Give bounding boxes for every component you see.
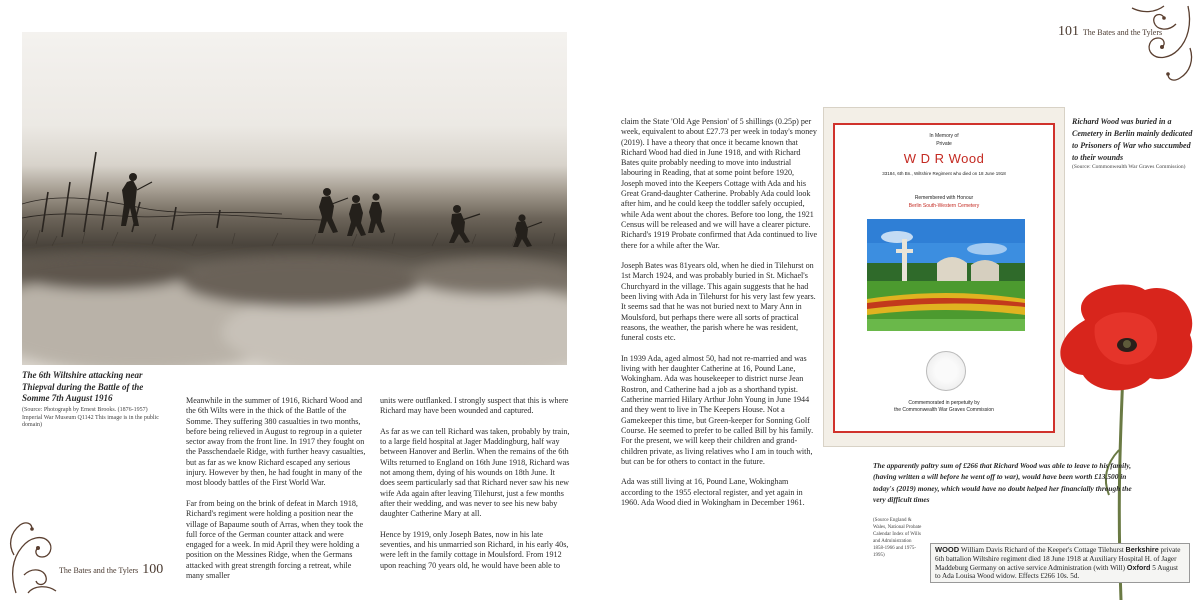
text-column-2: [380, 396, 570, 581]
photo-source: (Source: Photograph by Ernest Brooks. (1876-1957) Imperial War Museum Q1142 This image is in the public domain): [22, 407, 159, 428]
remembered-label: Remembered with Honour: [914, 195, 974, 201]
clipping-text: William Davis Richard of the Keeper's Cottage Tilehurst: [959, 546, 1126, 554]
probate-clipping: [930, 543, 1190, 583]
rank-label: Private: [936, 141, 952, 147]
corner-ornament-left: [4, 515, 64, 595]
burial-source: (Source: Commonwealth War Graves Commission): [1072, 164, 1186, 170]
page-number: 100: [142, 562, 164, 577]
battle-scene-illustration: [22, 32, 567, 365]
clipping-county: Berkshire: [1125, 545, 1159, 554]
cemetery-photo: [867, 219, 1025, 331]
text-column-1: [186, 396, 368, 592]
clipping-text: 5 August to Ada Louisa Wood widow. Effects £266 10s. 5d.: [935, 563, 1178, 581]
running-head: The Bates and the Tylers: [59, 566, 139, 575]
corner-ornament-right: [1130, 4, 1196, 84]
paragraph: Ada was still living at 16, Pound Lane, Wokingham according to the 1955 electoral register, and yet again in 1960. Ada Wood died in Wokingham in December 1961.: [621, 477, 805, 507]
clipping-surname: WOOD: [935, 545, 960, 554]
paragraph: As far as we can tell Richard was taken, probably by train, to a large field hospital at Jager Maddingburg, half way between Hanover and Berlin. When the remains of the 6th Wilts returned to England on 16th June 1918, Richard was not among them, dying of his wounds on 18th June. It does seem particularly sad that Richard never saw his new wife Ada again after leaving Tilehurst, just a few months after their wedding, and was never to see his new baby daughter Catherine Mary at all.: [380, 426, 570, 519]
paragraph: Hence by 1919, only Joseph Bates, now in his late seventies, and his unmarried son Richard, in his early 40s, were left in the family cottage in Moulsford. From 1912 upon reaching 70 years old, he would have been able to: [380, 529, 569, 570]
probate-source: (Source England & Wales, National Probate Calendar Index of Wills and Administration 1858-1966 and 1975-1995): [873, 518, 922, 558]
text-column-3: [621, 117, 818, 519]
paragraph: Meanwhile in the summer of 1916, Richard Wood and the 6th Wilts were in the thick of the Battle of the Somme. They suffering 380 casualties in two months, before being relieved in August to regroup in a quieter sector away from the front line. In 1917 they fought on the Passchendaele Ridge, with further heavy casualties, but as far as we know Richard escaped any serious injury. However by then, he had fought in many of the most bloody battles of the First World War.: [186, 396, 366, 488]
paragraph: claim the State 'Old Age Pension' of 5 shillings (0.25p) per week, equivalent to about £27.73 per week in today's money (2019). I have a theory that once it became known that Richard Wood had died in June 1918, and with Richard Bates quite probably needing to move into industrial labouring in Reading, that at some point before 1920, Joseph moved into the Keepers Cottage with Ada and his Great Grand-daughter Catherine. Probably Ada could look after him, and he could keep the toddler safely occupied, while Ada went about the chores. Before too long, the 1921 Census will be released and we will have a clearer picture. Richard's 1919 Probate confirmed that Ada continued to live there for a while after the War.: [621, 117, 818, 250]
cemetery-name: Berlin South-Western Cemetery: [908, 203, 980, 209]
paragraph: Far from being on the brink of defeat in March 1918, Richard's regiment were holding a position near the village of Bapaume south of Arras, when they took the full force of the German counter attack and were engaged for a week. In mid April they were holding a position on the Messines Ridge, when the Germans attacked with great strength forcing a retreat, while many smaller: [186, 498, 364, 581]
commission-label: the Commonwealth War Graves Commission: [894, 407, 994, 413]
battle-photograph: [22, 32, 567, 365]
folio-right: [1058, 24, 1162, 40]
folio-left: [59, 562, 163, 578]
photo-caption: The 6th Wiltshire attacking near Thiepval during the Battle of the Somme 7th August 1916: [22, 370, 144, 403]
cwgc-certificate: [833, 123, 1055, 433]
commemorated-label: Commemorated in perpetuity by: [908, 400, 980, 406]
probate-caption: The apparently paltry sum of £266 that Richard Wood was able to leave to his family, (having written a will before he went off to war), would have been worth £13,500 in today's (2019) money, which would have no doubt helped her financially through the very difficult times: [873, 461, 1132, 504]
paragraph: In 1939 Ada, aged almost 50, had not re-married and was living with her daughter Catherine at 16, Pound Lane, Wokingham. Ada was housekeeper to district nurse Jean Rostron, and Catherine had a job as a shorthand typist. Catherine married Hilary Arthur John Young in June 1944 and they went to live in The Keepers House. Not a Gamekeeper this time, but Green-keeper for Sonning Golf Course. He seemed to prefer to be called Bill by his family. For the present, we will keep their children and grand-children private, as living relatives who I am in touch with, but can be for others to contact in the future.: [621, 353, 814, 466]
paragraph: units were outflanked. I strongly suspect that this is where Richard may have been wounded and captured.: [380, 396, 569, 416]
soldier-name: W D R Wood: [903, 151, 985, 166]
clipping-text: private 6th battalion Wiltshire regiment died 18 June 1918 at Auxiliary Hospital H. of Jager Maddeburg Germany on active service Administration (with Will): [935, 546, 1181, 572]
in-memory-label: In Memory of: [929, 133, 959, 139]
unit-line: 33184, 6th Bn., Wiltshire Regiment who died on 18 June 1918: [882, 171, 1006, 176]
burial-caption: Richard Wood was buried in a Cemetery in Berlin mainly dedicated to Prisoners of War who succumbed to their wounds: [1072, 117, 1193, 162]
clipping-place: Oxford: [1126, 562, 1151, 572]
page-number: 101: [1058, 24, 1079, 39]
paragraph: Joseph Bates was 81years old, when he died in Tilehurst on 1st March 1924, and was probably buried in St. Michael's Churchyard in the village. This again suggests that he had been living with Ada in Tilehurst for his very last few years. It seems sad that he was not buried next to Mary Ann in Moulsford, but perhaps there were all sorts of practical reasons, the weather, the parish where he was resident, funeral costs etc.: [621, 261, 816, 343]
cwgc-seal: [926, 351, 966, 391]
running-head: The Bates and the Tylers: [1082, 28, 1163, 37]
